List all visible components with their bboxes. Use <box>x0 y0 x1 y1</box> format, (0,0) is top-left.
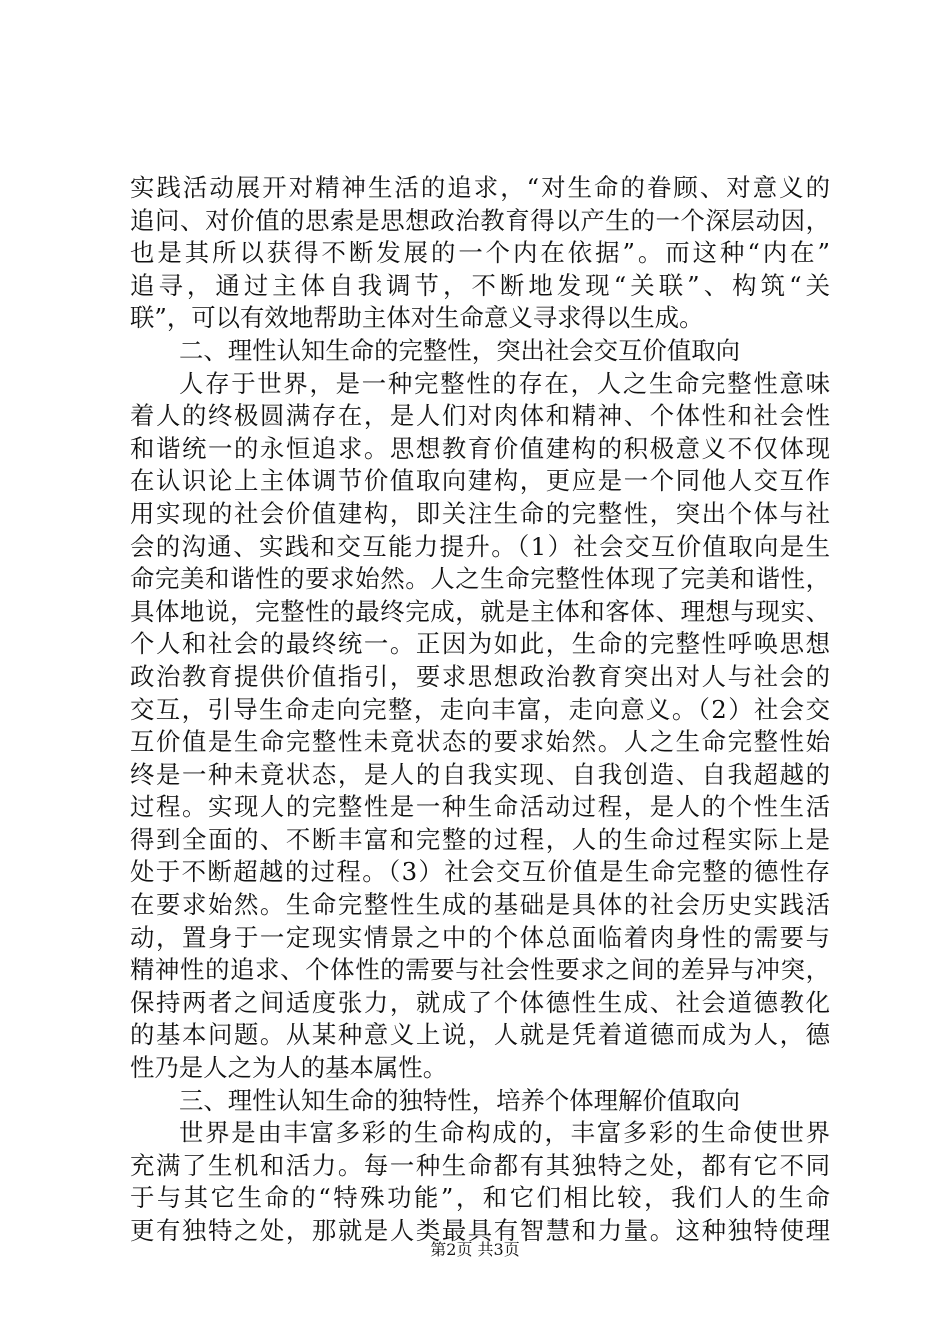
section-heading-3: 三、理性认知生命的独特性，培养个体理解价值取向 <box>179 1085 740 1115</box>
text-line: 动，置身于一定现实情景之中的个体总面临着肉身性的需要与 <box>130 922 830 952</box>
section-heading-2: 二、理性认知生命的完整性，突出社会交互价值取向 <box>179 335 740 365</box>
text-line: 在认识论上主体调节价值取向建构，更应是一个同他人交互作 <box>130 466 830 496</box>
text-line: 在要求始然。生命完整性生成的基础是具体的社会历史实践活 <box>130 890 830 920</box>
text-line: 追寻，通过主体自我调节，不断地发现“关联”、构筑“关 <box>130 270 830 300</box>
text-line: 交互，引导生命走向完整，走向丰富，走向意义。（2）社会交 <box>130 694 830 724</box>
text-line: 充满了生机和活力。每一种生命都有其独特之处，都有它不同 <box>130 1150 830 1180</box>
text-line: 着人的终极圆满存在，是人们对肉体和精神、个体性和社会性 <box>130 401 830 431</box>
text-line: 实践活动展开对精神生活的追求，“对生命的眷顾、对意义的 <box>130 173 830 202</box>
paragraph-continuation <box>130 172 830 335</box>
text-line: 性乃是人之为人的基本属性。 <box>130 1053 448 1083</box>
text-line: 会的沟通、实践和交互能力提升。（1）社会交互价值取向是生 <box>130 531 830 561</box>
text-line: 个人和社会的最终统一。正因为如此，生命的完整性呼唤思想 <box>130 629 830 659</box>
text-line: 处于不断超越的过程。（3）社会交互价值是生命完整的德性存 <box>130 857 830 887</box>
text-line: 精神性的追求、个体性的需要与社会性要求之间的差异与冲突， <box>130 955 830 985</box>
text-line: 世界是由丰富多彩的生命构成的，丰富多彩的生命使世界 <box>179 1118 830 1148</box>
paragraph-section-2 <box>130 368 830 1085</box>
text-line: 联”，可以有效地帮助主体对生命意义寻求得以生成。 <box>130 303 704 333</box>
text-line: 用实现的社会价值建构，即关注生命的完整性，突出个体与社 <box>130 498 830 528</box>
text-line: 终是一种未竟状态，是人的自我实现、自我创造、自我超越的 <box>130 759 830 789</box>
text-line: 具体地说，完整性的最终完成，就是主体和客体、理想与现实、 <box>130 596 830 626</box>
text-line: 也是其所以获得不断发展的一个内在依据”。而这种“内在” <box>130 238 830 268</box>
text-line: 人存于世界，是一种完整性的存在，人之生命完整性意味 <box>179 368 830 398</box>
text-line: 保持两者之间适度张力，就成了个体德性生成、社会道德教化 <box>130 987 830 1017</box>
text-line: 政治教育提供价值指引，要求思想政治教育突出对人与社会的 <box>130 661 830 691</box>
text-line: 过程。实现人的完整性是一种生命活动过程，是人的个性生活 <box>130 792 830 822</box>
document-body <box>130 172 830 1248</box>
paragraph-section-3 <box>130 1117 830 1247</box>
text-line: 更有独特之处，那就是人类最具有智慧和力量。这种独特使理 <box>130 1216 830 1245</box>
text-line: 的基本问题。从某种意义上说，人就是凭着道德而成为人，德 <box>130 1020 830 1050</box>
text-line: 追问、对价值的思索是思想政治教育得以产生的一个深层动因， <box>130 205 830 235</box>
text-line: 和谐统一的永恒追求。思想教育价值建构的积极意义不仅体现 <box>130 433 830 463</box>
text-line: 得到全面的、不断丰富和完整的过程，人的生命过程实际上是 <box>130 824 830 854</box>
text-line: 于与其它生命的“特殊功能”，和它们相比较，我们人的生命 <box>130 1183 830 1213</box>
text-line: 命完美和谐性的要求始然。人之生命完整性体现了完美和谐性， <box>130 564 830 594</box>
page-number-footer: 第2页 共3页 <box>430 1240 520 1259</box>
text-line: 互价值是生命完整性未竟状态的要求始然。人之生命完整性始 <box>130 727 830 757</box>
